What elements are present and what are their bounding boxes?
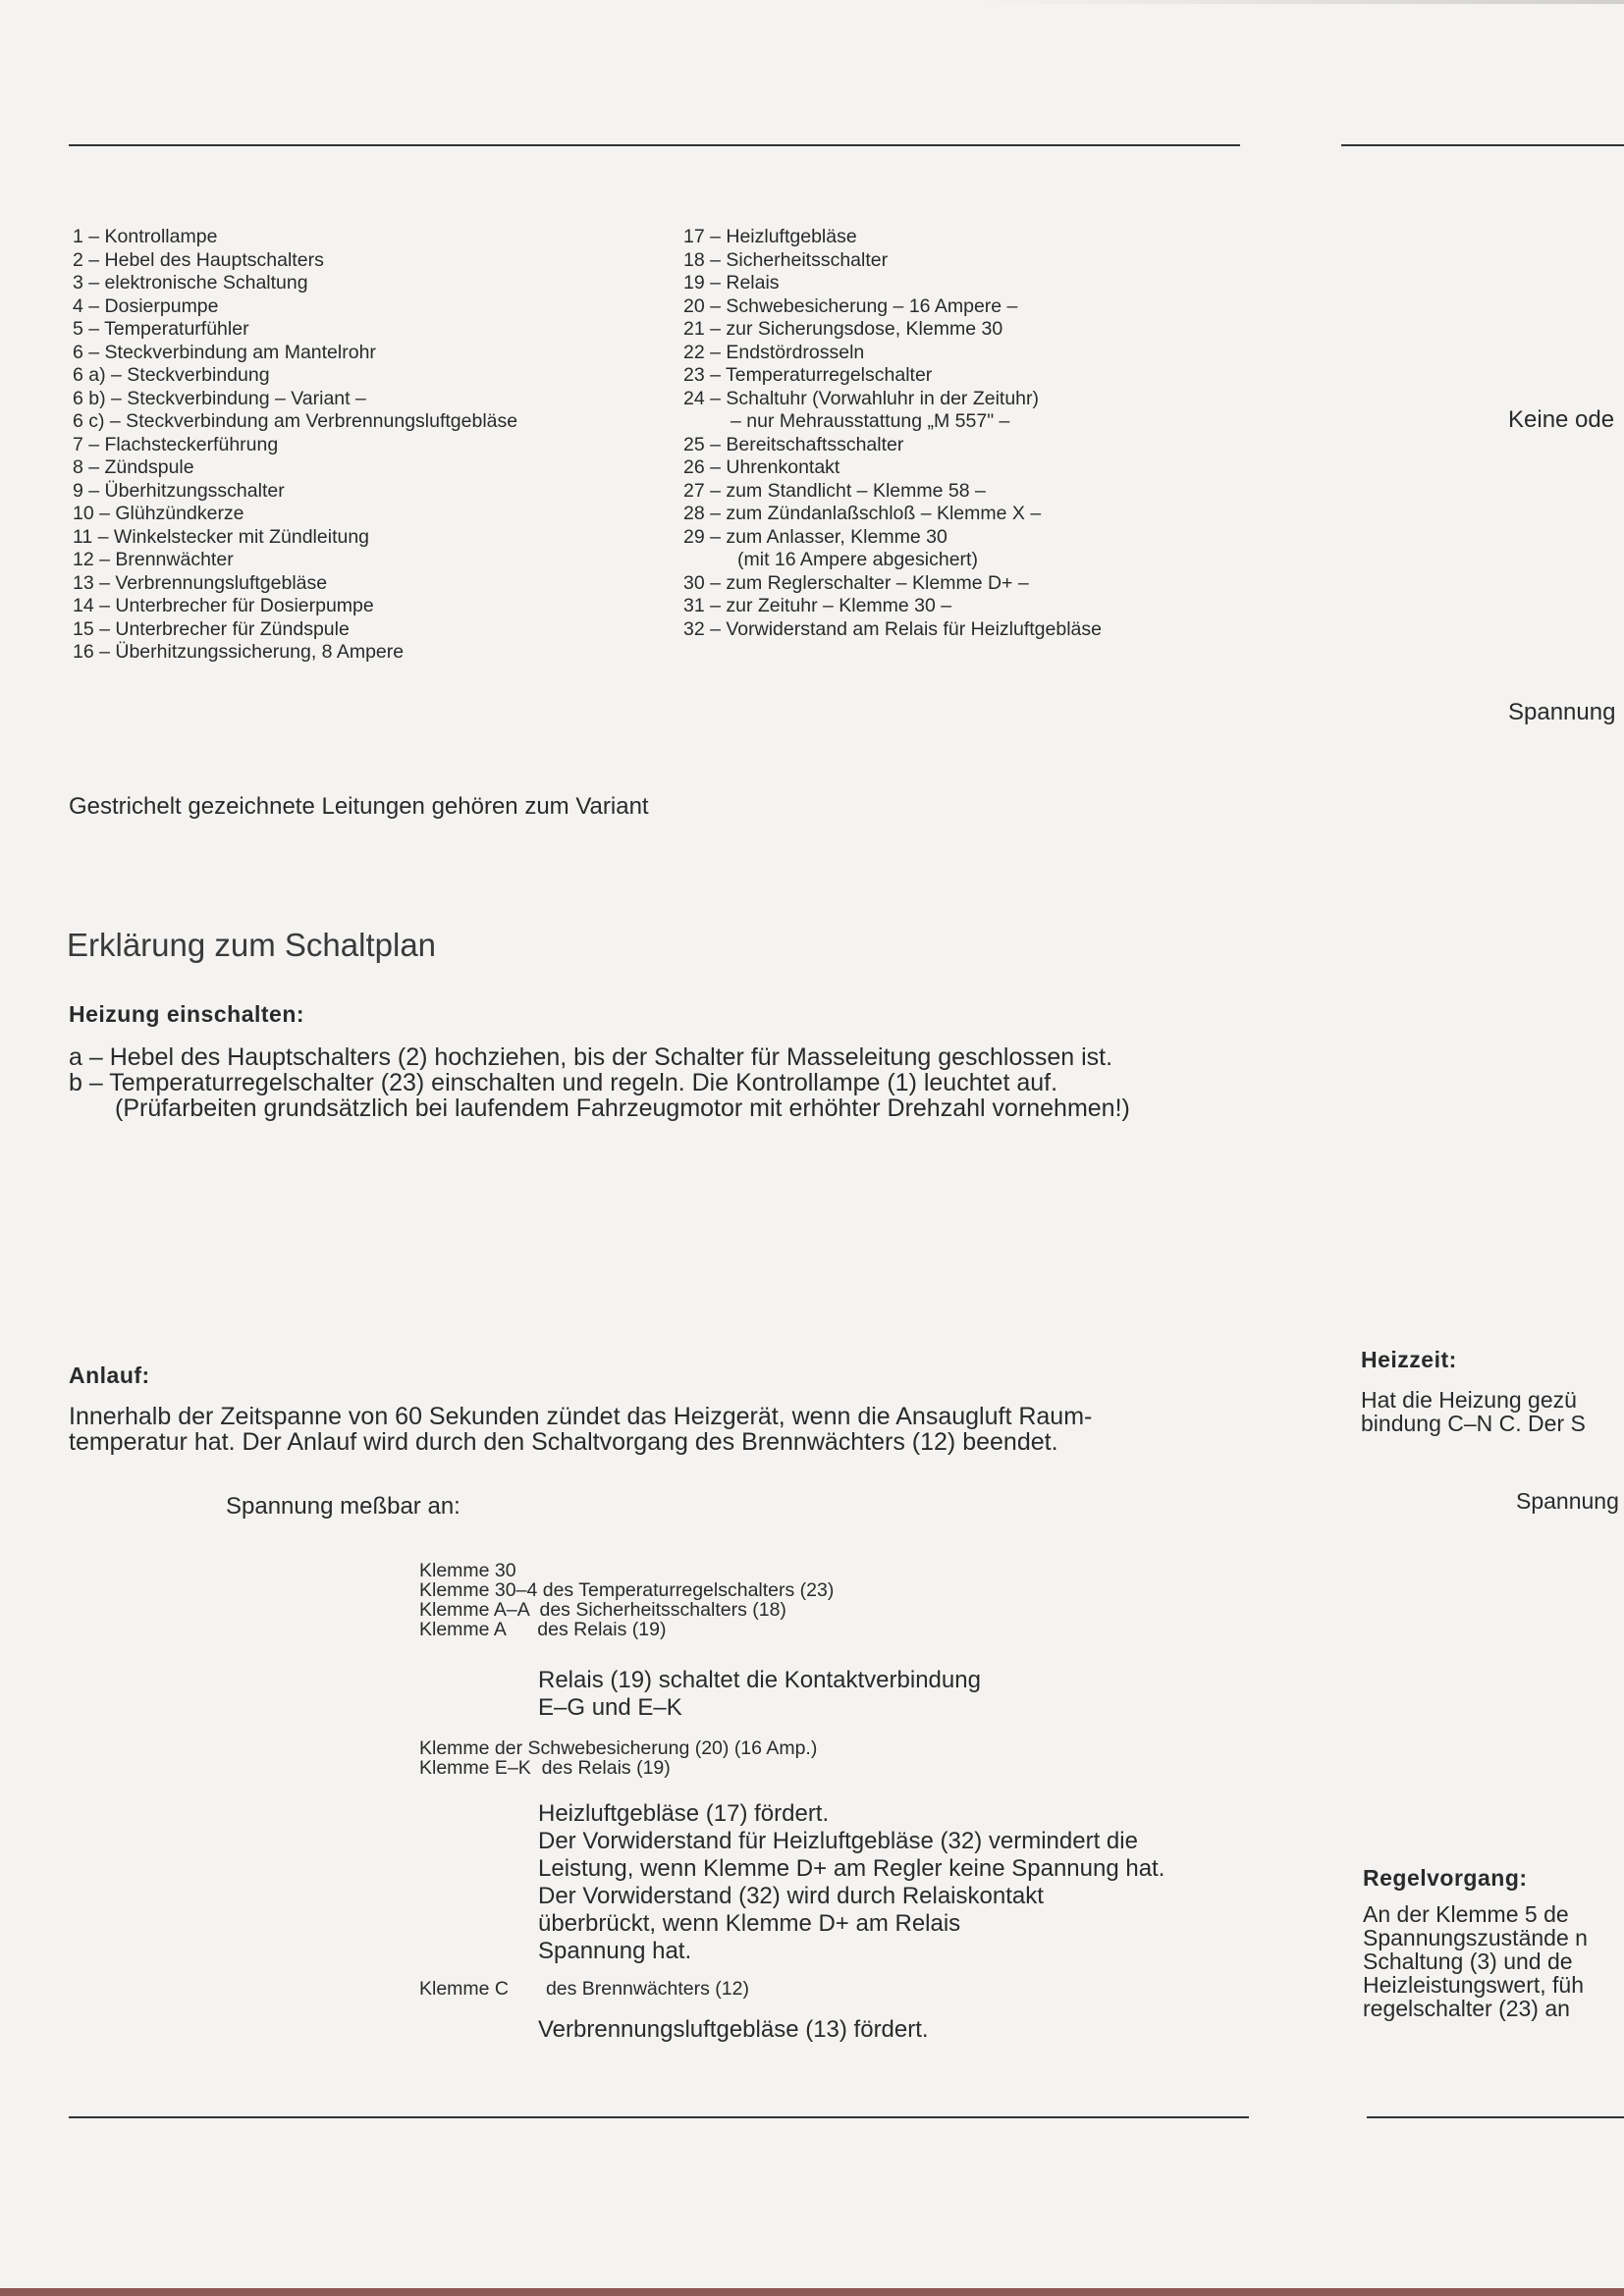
klemme-item: Klemme E–K des Relais (19) <box>419 1757 671 1779</box>
regelvorgang-heading: Regelvorgang: <box>1363 1865 1528 1891</box>
legend-item: 17 – Heizluftgebläse <box>683 226 857 247</box>
heizluft-line: überbrückt, wenn Klemme D+ am Relais <box>538 1910 961 1937</box>
heizluft-line: Leistung, wenn Klemme D+ am Regler keine Spannung hat. <box>538 1855 1165 1882</box>
legend-item: 6 – Steckverbindung am Mantelrohr <box>73 341 376 363</box>
heizung-line-a: a – Hebel des Hauptschalters (2) hochziehen, bis der Schalter für Masseleitung geschlossen ist. <box>69 1043 1113 1071</box>
verbrennung-note: Verbrennungsluftgebläse (13) fördert. <box>538 2016 929 2043</box>
legend-item: 5 – Temperaturfühler <box>73 318 249 340</box>
heizzeit-lines <box>1361 1388 1586 1435</box>
legend-item: 1 – Kontrollampe <box>73 226 218 247</box>
legend-item: 16 – Überhitzungssicherung, 8 Ampere <box>73 641 405 663</box>
legend-item: 10 – Glühzündkerze <box>73 503 244 524</box>
relais-line: Relais (19) schaltet die Kontaktverbindung <box>538 1667 981 1693</box>
dashed-lines-note: Gestrichelt gezeichnete Leitungen gehören zum Variant <box>69 793 649 820</box>
legend-item: 11 – Winkelstecker mit Zündleitung <box>73 525 370 548</box>
bottom-edge-bar <box>0 2288 1624 2296</box>
heizung-lines <box>69 1044 1130 1121</box>
right-keine: Keine ode <box>1508 406 1615 433</box>
relais-note <box>538 1667 981 1722</box>
page-crease-shadow <box>0 0 1624 4</box>
regel-line: Schaltung (3) und de <box>1363 1949 1573 1974</box>
legend-item: 28 – zum Zündanlaßschloß – Klemme X – <box>683 503 1042 524</box>
right-spannung-2: Spannung <box>1516 1488 1619 1514</box>
legend-item: 23 – Temperaturregelschalter <box>683 364 933 386</box>
legend-item: 32 – Vorwiderstand am Relais für Heizluftgebläse <box>683 617 1102 640</box>
bottom-rule-left <box>69 2116 1249 2118</box>
legend-item: (mit 16 Ampere abgesichert) <box>737 549 978 570</box>
legend-item: 7 – Flachsteckerführung <box>73 433 279 455</box>
legend-right <box>683 226 1102 641</box>
heizluft-line: Der Vorwiderstand (32) wird durch Relaiskontakt <box>538 1883 1044 1909</box>
legend-item: 8 – Zündspule <box>73 456 194 478</box>
legend-left <box>73 226 517 665</box>
klemme-item: Klemme 30 <box>419 1560 516 1581</box>
legend-item: 13 – Verbrennungsluftgebläse <box>73 571 328 594</box>
spannung-label: Spannung meßbar an: <box>226 1493 460 1520</box>
regel-line: An der Klemme 5 de <box>1363 1901 1569 1927</box>
heizung-line-note: (Prüfarbeiten grundsätzlich bei laufendem Fahrzeugmotor mit erhöhter Drehzahl vornehmen!) <box>115 1095 1130 1122</box>
klemme-item: Klemme A–A des Sicherheitsschalters (18) <box>419 1599 786 1621</box>
anlauf-line: temperatur hat. Der Anlauf wird durch den Schaltvorgang des Brennwächters (12) beendet. <box>69 1428 1058 1456</box>
anlauf-heading: Anlauf: <box>69 1362 150 1388</box>
top-rule-left <box>69 144 1240 146</box>
heizluft-note <box>538 1800 1164 1965</box>
heizzeit-line: Hat die Heizung gezü <box>1361 1387 1577 1413</box>
klemmen-list-2 <box>419 1738 817 1778</box>
legend-item: 12 – Brennwächter <box>73 549 234 570</box>
legend-item: 4 – Dosierpumpe <box>73 294 219 317</box>
legend-item: 19 – Relais <box>683 272 780 294</box>
legend-item: 31 – zur Zeituhr – Klemme 30 – <box>683 595 952 616</box>
legend-item: 15 – Unterbrecher für Zündspule <box>73 617 350 640</box>
top-rule-right <box>1341 144 1624 146</box>
klemme-item: Klemme A des Relais (19) <box>419 1619 667 1640</box>
anlauf-paragraph <box>69 1404 1092 1455</box>
heizzeit-heading: Heizzeit: <box>1361 1347 1457 1372</box>
heizung-heading: Heizung einschalten: <box>69 1001 305 1027</box>
klemme-item: Klemme 30–4 des Temperaturregelschalters (23) <box>419 1579 835 1601</box>
klemmen-list-1 <box>419 1561 834 1639</box>
relais-line: E–G und E–K <box>538 1694 682 1721</box>
bottom-rule-right <box>1367 2116 1624 2118</box>
klemme-item: Klemme der Schwebesicherung (20) (16 Amp.) <box>419 1737 818 1759</box>
regelvorgang-lines <box>1363 1902 1588 2020</box>
right-spannung-1: Spannung <box>1508 699 1616 725</box>
legend-item: – nur Mehrausstattung „M 557" – <box>731 410 1010 432</box>
heizzeit-line: bindung C–N C. Der S <box>1361 1411 1586 1436</box>
legend-item: 18 – Sicherheitsschalter <box>683 248 889 271</box>
legend-item: 6 b) – Steckverbindung – Variant – <box>73 387 366 409</box>
heizluft-line: Spannung hat. <box>538 1938 692 1964</box>
legend-item: 6 a) – Steckverbindung <box>73 364 270 386</box>
legend-item: 6 c) – Steckverbindung am Verbrennungsluftgebläse <box>73 410 518 432</box>
legend-item: 22 – Endstördrosseln <box>683 341 865 363</box>
regel-line: Heizleistungswert, füh <box>1363 1972 1584 1998</box>
legend-item: 20 – Schwebesicherung – 16 Ampere – <box>683 294 1018 317</box>
legend-item: 27 – zum Standlicht – Klemme 58 – <box>683 479 986 502</box>
regel-line: regelschalter (23) an <box>1363 1996 1570 2021</box>
legend-item: 9 – Überhitzungsschalter <box>73 479 285 502</box>
legend-item: 24 – Schaltuhr (Vorwahluhr in der Zeituhr) <box>683 387 1040 409</box>
anlauf-line: Innerhalb der Zeitspanne von 60 Sekunden zündet das Heizgerät, wenn die Ansaugluft Raum- <box>69 1403 1093 1430</box>
section-title: Erklärung zum Schaltplan <box>67 927 437 963</box>
heizluft-line: Heizluftgebläse (17) fördert. <box>538 1800 830 1827</box>
legend-item: 26 – Uhrenkontakt <box>683 456 840 478</box>
legend-item: 30 – zum Reglerschalter – Klemme D+ – <box>683 571 1029 594</box>
legend-item: 29 – zum Anlasser, Klemme 30 <box>683 525 947 548</box>
legend-item: 14 – Unterbrecher für Dosierpumpe <box>73 595 374 616</box>
heizung-line-b: b – Temperaturregelschalter (23) einschalten und regeln. Die Kontrollampe (1) leuchtet auf. <box>69 1069 1058 1096</box>
legend-item: 2 – Hebel des Hauptschalters <box>73 248 324 271</box>
regel-line: Spannungszustände n <box>1363 1925 1588 1950</box>
legend-item: 3 – elektronische Schaltung <box>73 272 308 294</box>
legend-item: 21 – zur Sicherungsdose, Klemme 30 <box>683 318 1003 340</box>
klemme-c: Klemme C des Brennwächters (12) <box>419 1978 749 2000</box>
legend-item: 25 – Bereitschaftsschalter <box>683 433 904 455</box>
heizluft-line: Der Vorwiderstand für Heizluftgebläse (32) vermindert die <box>538 1828 1138 1854</box>
